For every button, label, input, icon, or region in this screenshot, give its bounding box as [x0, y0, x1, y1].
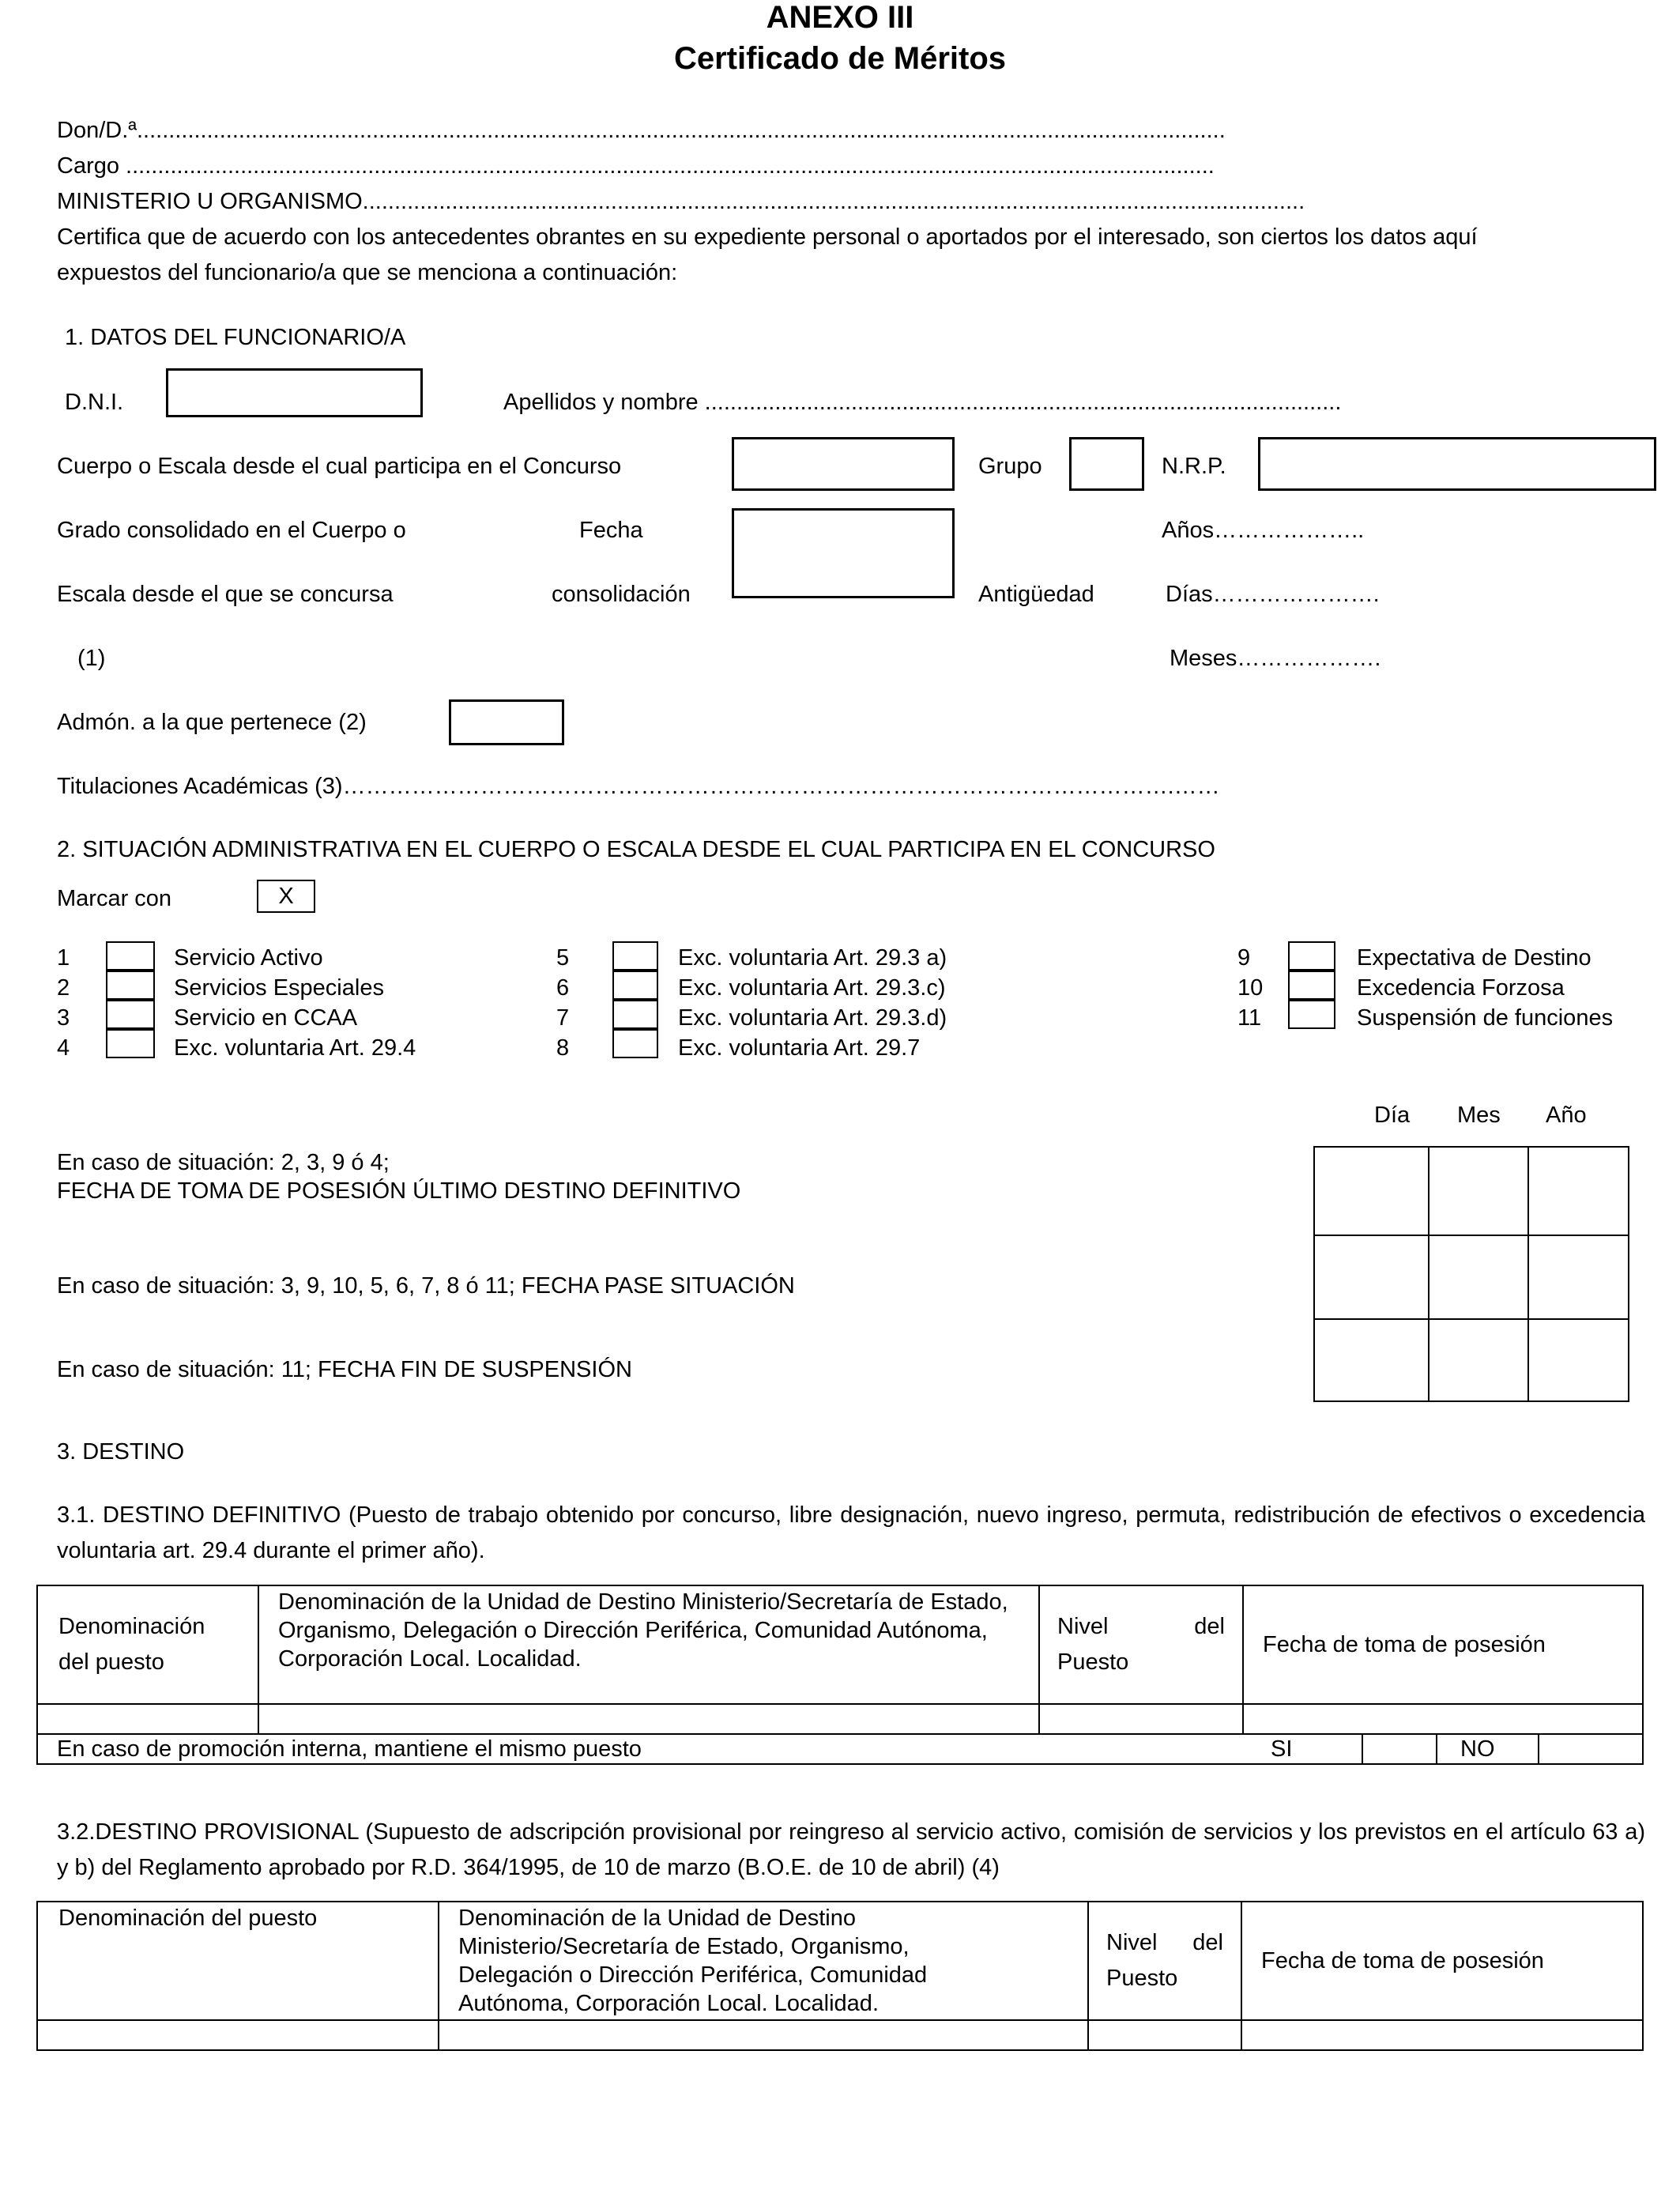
annex-title: ANEXO III: [766, 0, 914, 35]
antiguedad-label: Antigüedad: [978, 582, 1094, 607]
header-text: Nivel: [1057, 1614, 1109, 1639]
header-text: Denominación: [58, 1614, 205, 1639]
meses-field[interactable]: Meses……………….: [1170, 646, 1381, 671]
situacion-num: 1: [57, 945, 70, 971]
header-text: Nivel: [1106, 1930, 1158, 1955]
caso1-line2: FECHA DE TOMA DE POSESIÓN ÚLTIMO DESTINO DEFINITIVO: [57, 1178, 741, 1204]
header-text: Autónoma, Corporación Local. Localidad.: [458, 1991, 879, 2016]
fecha-dia-cell[interactable]: [1314, 1319, 1429, 1401]
fecha-label-1: Fecha: [579, 518, 643, 543]
dni-field[interactable]: [166, 368, 423, 417]
header-text: Puesto: [1106, 1966, 1178, 1991]
situacion-label: Exc. voluntaria Art. 29.7: [678, 1035, 921, 1061]
situacion-checkbox-10[interactable]: [1288, 971, 1335, 1000]
don-line: Don/D.ª...........................................................................................................................................................................: [57, 118, 1226, 143]
header-text: Fecha de toma de posesión: [1263, 1632, 1546, 1657]
fecha-mes-cell[interactable]: [1429, 1235, 1528, 1319]
situacion-checkbox-4[interactable]: [106, 1029, 155, 1058]
situacion-checkbox-7[interactable]: [612, 1000, 658, 1029]
date-header-ano: Año: [1546, 1103, 1587, 1128]
table-cell[interactable]: [439, 2020, 1088, 2050]
caso3-text: En caso de situación: 11; FECHA FIN DE SUSPENSIÓN: [57, 1357, 632, 1382]
table-cell[interactable]: [37, 2020, 439, 2050]
date-header-mes: Mes: [1457, 1103, 1501, 1128]
dni-label: D.N.I.: [65, 390, 124, 415]
promocion-row: [37, 1734, 1643, 1764]
situacion-label: Servicio en CCAA: [174, 1005, 358, 1031]
situacion-checkbox-1[interactable]: [106, 941, 155, 971]
fecha-ano-cell[interactable]: [1528, 1319, 1629, 1401]
divider: [1436, 1735, 1437, 1763]
section3-heading: 3. DESTINO: [57, 1439, 185, 1465]
col-nivel-header: [1039, 1585, 1243, 1704]
section1-heading: 1. DATOS DEL FUNCIONARIO/A: [65, 325, 406, 350]
situacion-checkbox-9[interactable]: [1288, 941, 1335, 971]
situacion-num: 2: [57, 975, 70, 1001]
col-fecha-header: [1241, 1902, 1643, 2020]
destino-definitivo-table: [36, 1585, 1644, 1765]
fecha-consolidacion-field[interactable]: [732, 508, 955, 598]
si-checkbox[interactable]: [1363, 1735, 1436, 1763]
destino-provisional-text: 3.2.DESTINO PROVISIONAL (Supuesto de adscripción provisional por reingreso al servicio activo, comisión de servicios y los previstos en el artículo 63 a) y b) del Reglamento aprobado por R.D. 364/1995, de 10 de marzo (B.O.E. de 10 de abril) (4): [57, 1819, 1645, 1880]
apellidos-label: Apellidos y nombre ....................................................................................................: [503, 390, 1342, 415]
situacion-checkbox-8[interactable]: [612, 1029, 658, 1058]
situacion-checkbox-11[interactable]: [1288, 1000, 1335, 1029]
grupo-field[interactable]: [1069, 437, 1144, 491]
cuerpo-label: Cuerpo o Escala desde el cual participa en el Concurso: [57, 454, 622, 479]
header-text: Denominación de la Unidad de Destino Ministerio/Secretaría de Estado, Organismo, Delegación o Dirección Periférica, Comunidad Autónoma, Corporación Local. Localidad.: [278, 1589, 1008, 1672]
fecha-mes-cell[interactable]: [1429, 1319, 1528, 1401]
cargo-line: Cargo ...........................................................................................................................................................................: [57, 153, 1215, 179]
header-text: del: [1192, 1930, 1223, 1955]
situacion-num: 6: [556, 975, 570, 1001]
situacion-checkbox-6[interactable]: [612, 971, 658, 1000]
header-text: del: [1194, 1614, 1225, 1639]
no-label: NO: [1460, 1736, 1495, 1762]
situacion-label: Servicio Activo: [174, 945, 323, 971]
destino-provisional-table: [36, 1901, 1644, 2051]
ministerio-line: MINISTERIO U ORGANISMO....................................................................................................................................................: [57, 189, 1305, 214]
situacion-num: 7: [556, 1005, 570, 1031]
situacion-label: Exc. voluntaria Art. 29.3 a): [678, 945, 947, 971]
caso1-line1: En caso de situación: 2, 3, 9 ó 4;: [57, 1150, 390, 1175]
header-text: Delegación o Dirección Periférica, Comunidad: [458, 1962, 928, 1988]
table-cell[interactable]: [37, 1704, 258, 1734]
situacion-checkbox-5[interactable]: [612, 941, 658, 971]
situacion-num: 5: [556, 945, 570, 971]
col-unidad-header: [439, 1902, 1088, 2020]
table-cell[interactable]: [1088, 2020, 1241, 2050]
date-header-dia: Día: [1374, 1103, 1411, 1128]
situacion-label: Exc. voluntaria Art. 29.4: [174, 1035, 416, 1061]
situacion-label: Expectativa de Destino: [1357, 945, 1591, 971]
header-text: Ministerio/Secretaría de Estado, Organismo,: [458, 1934, 910, 1959]
col-denominacion-header: [37, 1585, 258, 1704]
certifica-text-2: expuestos del funcionario/a que se menciona a continuación:: [57, 260, 678, 285]
marcar-label: Marcar con: [57, 886, 172, 911]
grado-label-1: Grado consolidado en el Cuerpo o: [57, 518, 406, 543]
fecha-label-2: consolidación: [552, 582, 691, 607]
fecha-dia-cell[interactable]: [1314, 1147, 1429, 1235]
situacion-num: 3: [57, 1005, 70, 1031]
si-label: SI: [1271, 1736, 1293, 1762]
col-nivel-header: [1088, 1902, 1241, 2020]
situacion-num: 11: [1237, 1005, 1262, 1031]
header-text: Denominación de la Unidad de Destino: [458, 1906, 856, 1931]
situacion-checkbox-3[interactable]: [106, 1000, 155, 1029]
col-fecha-header: [1243, 1585, 1643, 1704]
no-checkbox[interactable]: [1539, 1735, 1642, 1763]
grupo-label: Grupo: [978, 454, 1042, 479]
situacion-label: Servicios Especiales: [174, 975, 384, 1001]
dias-field[interactable]: Días………………….: [1166, 582, 1380, 607]
header-text: Denominación del puesto: [58, 1906, 318, 1931]
certifica-text-1: Certifica que de acuerdo con los antecedentes obrantes en su expediente personal o aportados por el interesado, son ciertos los datos aquí: [57, 224, 1478, 250]
table-cell[interactable]: [1243, 1704, 1643, 1734]
col-unidad-header: [258, 1585, 1039, 1704]
grado-label-2: Escala desde el que se concursa: [57, 582, 394, 607]
situacion-label: Suspensión de funciones: [1357, 1005, 1614, 1031]
admon-field[interactable]: [449, 699, 564, 745]
situacion-num: 10: [1237, 975, 1264, 1001]
situacion-num: 4: [57, 1035, 70, 1061]
fecha-situacion-grid: [1313, 1146, 1629, 1402]
situacion-label: Excedencia Forzosa: [1357, 975, 1565, 1001]
grado-note: (1): [77, 646, 106, 671]
header-text: Puesto: [1057, 1649, 1129, 1675]
fecha-ano-cell[interactable]: [1528, 1147, 1629, 1235]
table-cell[interactable]: [1241, 2020, 1643, 2050]
cuerpo-field[interactable]: [732, 437, 955, 491]
fecha-dia-cell[interactable]: [1314, 1235, 1429, 1319]
situacion-num: 8: [556, 1035, 570, 1061]
page-title: Certificado de Méritos: [673, 41, 1007, 76]
fecha-mes-cell[interactable]: [1429, 1147, 1528, 1235]
situacion-label: Exc. voluntaria Art. 29.3.c): [678, 975, 946, 1001]
anos-field[interactable]: Años………………..: [1162, 518, 1365, 543]
fecha-ano-cell[interactable]: [1528, 1235, 1629, 1319]
destino-definitivo-text: 3.1. DESTINO DEFINITIVO (Puesto de trabajo obtenido por concurso, libre designación, nuevo ingreso, permuta, redistribución de efectivos o excedencia voluntaria art. 29.4 durante el primer año).: [57, 1502, 1645, 1563]
situacion-num: 9: [1237, 945, 1251, 971]
admon-label: Admón. a la que pertenece (2): [57, 710, 367, 735]
titulaciones-line: Titulaciones Académicas (3)……………………………………………………………………………………………….……: [57, 774, 1220, 799]
header-text: del puesto: [58, 1649, 164, 1675]
caso2-text: En caso de situación: 3, 9, 10, 5, 6, 7, 8 ó 11; FECHA PASE SITUACIÓN: [57, 1273, 795, 1299]
marcar-x-sample: X: [257, 880, 315, 913]
nrp-field[interactable]: [1258, 437, 1656, 491]
header-text: Fecha de toma de posesión: [1261, 1948, 1544, 1973]
nrp-label: N.R.P.: [1162, 454, 1226, 479]
table-cell[interactable]: [258, 1704, 1039, 1734]
col-denominacion-header: [37, 1902, 439, 2020]
situacion-checkbox-2[interactable]: [106, 971, 155, 1000]
promocion-label: En caso de promoción interna, mantiene el mismo puesto: [57, 1736, 642, 1762]
situacion-label: Exc. voluntaria Art. 29.3.d): [678, 1005, 947, 1031]
section2-heading: 2. SITUACIÓN ADMINISTRATIVA EN EL CUERPO O ESCALA DESDE EL CUAL PARTICIPA EN EL CONCURSO: [57, 837, 1215, 862]
table-cell[interactable]: [1039, 1704, 1243, 1734]
